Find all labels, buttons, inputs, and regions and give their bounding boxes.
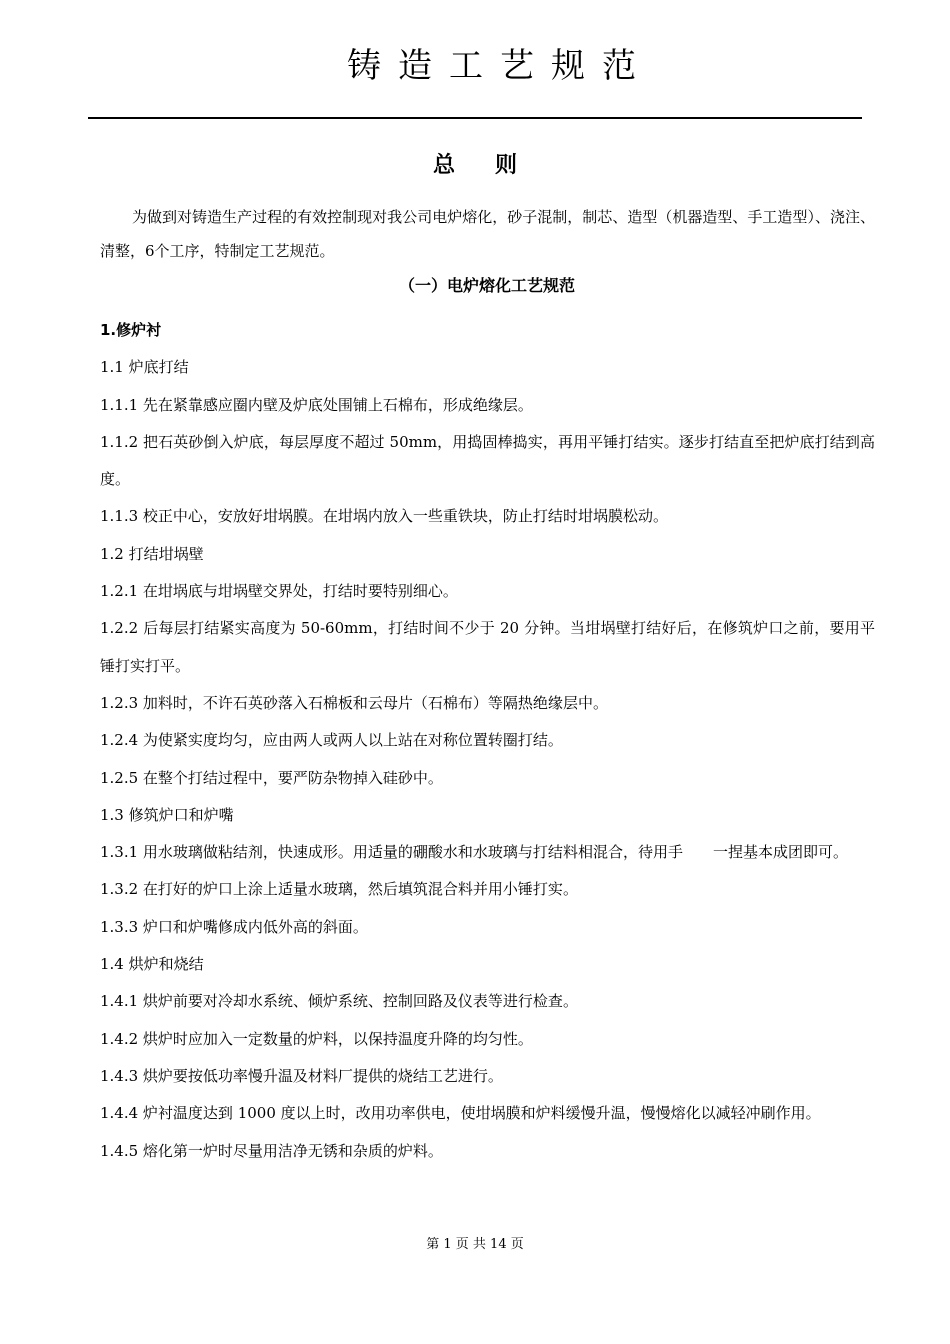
body-line: 1.修炉衬 bbox=[100, 321, 162, 339]
section-heading: 总则 bbox=[432, 153, 557, 178]
body-line: 1.3.1 用水玻璃做粘结剂，快速成形。用适量的硼酸水和水玻璃与打结料相混合，待用手 一捏基本成团即可。 bbox=[100, 843, 848, 862]
body-line: 1.4.3 烘炉要按低功率慢升温及材料厂提供的烧结工艺进行。 bbox=[100, 1066, 503, 1085]
document-title: 铸造工艺规范 bbox=[347, 46, 653, 86]
body-line: 1.1 炉底打结 bbox=[100, 358, 189, 377]
body-line: 1.4.2 烘炉时应加入一定数量的炉料，以保持温度升降的均匀性。 bbox=[100, 1029, 533, 1048]
body-line: 1.4.4 炉衬温度达到 1000 度以上时，改用功率供电，使坩埚膜和炉料缓慢升温，慢慢熔化以减轻冲刷作用。 bbox=[100, 1104, 821, 1123]
intro-paragraph: 为做到对铸造生产过程的有效控制现对我公司电炉熔化，砂子混制，制芯、造型（机器造型、手工造型）、浇注、清整，6个工序，特制定工艺规范。 bbox=[100, 208, 875, 260]
body-line: 1.2.1 在坩埚底与坩埚壁交界处，打结时要特别细心。 bbox=[100, 582, 458, 601]
body-line: 1.2.2 后每层打结紧实高度为 50-60mm，打结时间不少于 20 分钟。当坩埚壁打结好后，在修筑炉口之前，要用平锤打实打平。 bbox=[100, 619, 875, 675]
body-line: 1.3 修筑炉口和炉嘴 bbox=[100, 805, 234, 824]
title-divider bbox=[88, 117, 862, 119]
body-line: 1.2.3 加料时，不许石英砂落入石棉板和云母片（石棉布）等隔热绝缘层中。 bbox=[100, 693, 608, 712]
page-footer: 第 1 页 共 14 页 bbox=[426, 1237, 524, 1252]
body-line: 1.1.1 先在紧靠感应圈内壁及炉底处围铺上石棉布，形成绝缘层。 bbox=[100, 395, 533, 414]
body-line: 1.2 打结坩埚壁 bbox=[100, 544, 204, 563]
body-line: 1.4.5 熔化第一炉时尽量用洁净无锈和杂质的炉料。 bbox=[100, 1141, 443, 1160]
body-line: 1.4 烘炉和烧结 bbox=[100, 955, 204, 974]
document-body bbox=[100, 312, 875, 1170]
body-line: 1.3.3 炉口和炉嘴修成内低外高的斜面。 bbox=[100, 917, 368, 936]
body-line: 1.3.2 在打好的炉口上涂上适量水玻璃，然后填筑混合料并用小锤打实。 bbox=[100, 880, 578, 899]
body-line: 1.1.2 把石英砂倒入炉底，每层厚度不超过 50mm，用捣固棒捣实，再用平锤打结实。逐步打结直至把炉底打结到高度。 bbox=[100, 432, 875, 489]
sub-heading: （一）电炉熔化工艺规范 bbox=[398, 276, 575, 295]
body-line: 1.2.5 在整个打结过程中，要严防杂物掉入硅砂中。 bbox=[100, 768, 443, 787]
body-line: 1.2.4 为使紧实度均匀，应由两人或两人以上站在对称位置转圈打结。 bbox=[100, 731, 563, 750]
body-line: 1.1.3 校正中心，安放好坩埚膜。在坩埚内放入一些重铁块，防止打结时坩埚膜松动。 bbox=[100, 507, 668, 526]
body-line: 1.4.1 烘炉前要对冷却水系统、倾炉系统、控制回路及仪表等进行检查。 bbox=[100, 992, 578, 1011]
